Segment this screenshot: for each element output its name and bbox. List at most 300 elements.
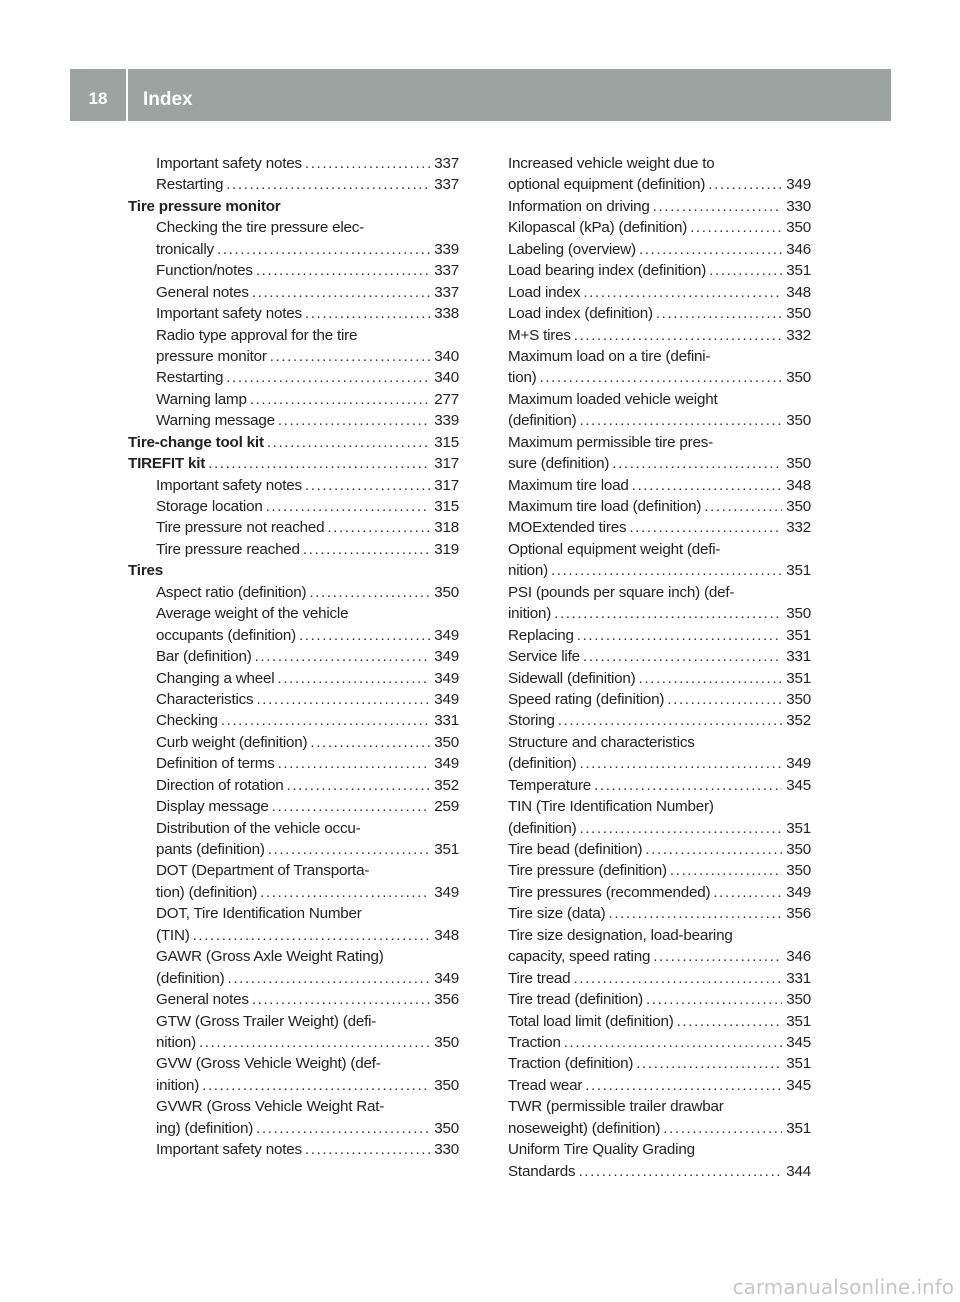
dot-leader [299, 625, 430, 646]
index-entry [508, 303, 811, 324]
index-entry-text: Radio type approval for the tire [156, 326, 358, 344]
index-entry [128, 646, 459, 667]
dot-leader [266, 496, 431, 517]
dot-leader [260, 882, 430, 903]
index-entry [508, 282, 811, 303]
watermark: carmanualsonline.info [732, 1275, 954, 1299]
index-entry [508, 1096, 811, 1117]
dot-leader [594, 775, 782, 796]
index-entry-text: Storing [508, 712, 555, 730]
index-entry [128, 560, 459, 581]
dot-leader [690, 217, 782, 238]
index-entry [508, 325, 811, 346]
index-entry-text: pants (definition) [156, 841, 265, 858]
dot-leader [585, 1075, 782, 1096]
index-entry-text: Load index (definition) [508, 305, 653, 323]
index-entry-text: (definition) [508, 819, 577, 837]
index-entry [508, 860, 811, 881]
dot-leader [287, 775, 431, 796]
index-entry-text: Tire tread (definition) [508, 991, 643, 1009]
index-entry-text: optional equipment (definition) [508, 176, 706, 194]
index-entry-page: 350 [434, 1119, 459, 1137]
index-entry-text: Tire-change tool kit [128, 433, 264, 451]
index-entry-text: Restarting [156, 176, 224, 194]
index-entry-text: Important safety notes [156, 476, 302, 494]
index-entry-page: 356 [434, 991, 459, 1009]
index-entry-page: 349 [786, 755, 811, 773]
index-entry-text: GTW (Gross Trailer Weight) (defi- [156, 1012, 377, 1030]
index-entry [128, 1139, 459, 1160]
index-entry-page: 350 [786, 991, 811, 1009]
dot-leader [303, 539, 430, 560]
index-entry-page: 350 [786, 455, 811, 473]
index-entry [508, 839, 811, 860]
index-entry-page: 349 [434, 883, 459, 901]
index-entry [508, 1032, 811, 1053]
index-entry-page: 317 [434, 455, 459, 473]
index-entry [128, 260, 459, 281]
index-entry [128, 303, 459, 324]
index-entry [128, 1011, 459, 1032]
index-entry [128, 989, 459, 1010]
index-entry [128, 432, 459, 453]
index-entry-page: 337 [434, 155, 459, 172]
index-entry [508, 174, 811, 195]
index-entry-page: 340 [434, 347, 459, 365]
index-entry-page: 350 [434, 1033, 459, 1051]
index-entry-text: Labeling (overview) [508, 240, 636, 258]
index-entry [128, 582, 459, 603]
index-entry-page: 337 [434, 176, 459, 194]
dot-leader [646, 989, 782, 1010]
index-entry [128, 710, 459, 731]
index-entry [508, 432, 811, 453]
dot-leader [667, 689, 782, 710]
index-entry-text: (definition) [508, 755, 577, 773]
index-entry-text: Standards [508, 1162, 576, 1180]
dot-leader [612, 453, 782, 474]
index-entry-text: General notes [156, 283, 249, 301]
index-entry [128, 517, 459, 538]
index-entry-page: 352 [786, 712, 811, 730]
index-entry-page: 332 [786, 326, 811, 344]
index-entry-page: 350 [786, 369, 811, 387]
index-entry-page: 339 [434, 412, 459, 430]
index-entry-text: DOT (Department of Transporta- [156, 862, 370, 880]
dot-leader [583, 282, 782, 303]
index-entry-page: 350 [786, 305, 811, 323]
index-entry-text: TIREFIT kit [128, 455, 206, 473]
dot-leader [202, 1075, 430, 1096]
index-entry-text: Tire pressure (definition) [508, 862, 667, 880]
dot-leader [609, 903, 783, 924]
index-entry [128, 389, 459, 410]
index-entry-page: 349 [434, 969, 459, 987]
index-entry [128, 453, 459, 474]
index-entry [128, 153, 459, 174]
index-entry [128, 925, 459, 946]
dot-leader [709, 260, 782, 281]
index-entry-text: (TIN) [156, 926, 190, 944]
dot-leader [255, 646, 431, 667]
index-entry [508, 539, 811, 560]
index-entry-page: 330 [786, 197, 811, 215]
index-entry-text: Characteristics [156, 690, 254, 708]
index-entry-text: Maximum loaded vehicle weight [508, 390, 718, 408]
index-entry [128, 539, 459, 560]
index-entry [508, 1053, 811, 1074]
index-entry-text: tion) [508, 369, 537, 387]
index-entry-page: 345 [786, 776, 811, 794]
index-entry-text: Replacing [508, 626, 574, 644]
page-header [70, 69, 891, 121]
index-entry-text: Service life [508, 648, 580, 666]
index-entry-text: nition) [156, 1033, 196, 1051]
index-entry-page: 356 [786, 905, 811, 923]
section-title: Index [143, 89, 193, 110]
index-entry [508, 646, 811, 667]
index-entry-text: DOT, Tire Identification Number [156, 905, 362, 923]
index-entry [128, 346, 459, 367]
index-entry-text: General notes [156, 991, 249, 1009]
index-entry [128, 882, 459, 903]
index-entry-page: 351 [786, 1119, 811, 1137]
index-entry [508, 603, 811, 624]
index-entry-text: Total load limit (definition) [508, 1012, 674, 1030]
index-entry-page: 350 [434, 1076, 459, 1094]
index-entry-page: 351 [786, 669, 811, 687]
index-entry [128, 1096, 459, 1117]
index-entry-text: Tread wear [508, 1076, 583, 1094]
index-entry-text: Changing a wheel [156, 669, 275, 687]
index-entry-text: Sidewall (definition) [508, 669, 636, 687]
index-entry [128, 282, 459, 303]
index-entry-text: (definition) [508, 412, 577, 430]
dot-leader [252, 282, 430, 303]
index-entry [508, 1139, 811, 1160]
dot-leader [554, 603, 782, 624]
index-entry-text: Tire size designation, load-bearing [508, 926, 733, 944]
dot-leader [256, 689, 430, 710]
index-entry [128, 217, 459, 238]
dot-leader [228, 968, 431, 989]
index-column-left [128, 153, 459, 1161]
index-entry-page: 319 [434, 540, 459, 558]
dot-leader [256, 1118, 430, 1139]
index-entry-text: Important safety notes [156, 305, 302, 323]
dot-leader [252, 989, 430, 1010]
index-entry [508, 1118, 811, 1139]
index-entry-text: GAWR (Gross Axle Weight Rating) [156, 948, 384, 966]
dot-leader [577, 625, 783, 646]
index-entry-page: 349 [434, 755, 459, 773]
index-entry [128, 775, 459, 796]
dot-leader [226, 174, 430, 195]
dot-leader [309, 582, 430, 603]
index-entry-text: Maximum permissible tire pres- [508, 433, 713, 451]
index-entry-page: 315 [434, 433, 459, 451]
dot-leader [327, 517, 430, 538]
index-entry [508, 1161, 811, 1182]
index-entry-page: 318 [434, 519, 459, 537]
index-entry-page: 337 [434, 262, 459, 280]
index-entry-text: Curb weight (definition) [156, 733, 308, 751]
dot-leader [305, 475, 430, 496]
index-entry-page: 351 [786, 1012, 811, 1030]
index-entry-text: Warning message [156, 412, 275, 430]
dot-leader [580, 753, 783, 774]
index-entry [128, 625, 459, 646]
index-entry-text: Direction of rotation [156, 776, 284, 794]
index-entry-text: Function/notes [156, 262, 253, 280]
index-entry-page: 348 [434, 926, 459, 944]
dot-leader [272, 796, 431, 817]
index-entry-page: 277 [434, 390, 459, 408]
index-entry [508, 153, 811, 174]
index-entry-page: 349 [434, 648, 459, 666]
index-entry [508, 517, 811, 538]
index-entry-page: 337 [434, 283, 459, 301]
index-entry-text: nition) [508, 562, 548, 580]
dot-leader [217, 239, 430, 260]
index-entry [508, 217, 811, 238]
index-entry-page: 350 [434, 583, 459, 601]
dot-leader [578, 1161, 782, 1182]
index-entry [508, 689, 811, 710]
index-entry-text: ing) (definition) [156, 1119, 254, 1137]
index-entry-page: 352 [434, 776, 459, 794]
dot-leader [564, 1032, 783, 1053]
index-entry [508, 668, 811, 689]
index-entry-text: noseweight) (definition) [508, 1119, 661, 1137]
index-entry-text: Average weight of the vehicle [156, 605, 349, 623]
index-entry [508, 625, 811, 646]
index-entry-text: Tire tread [508, 969, 571, 987]
index-entry-text: Important safety notes [156, 155, 302, 172]
dot-leader [639, 239, 782, 260]
index-entry [128, 796, 459, 817]
index-entry-page: 351 [786, 1055, 811, 1073]
dot-leader [305, 303, 430, 324]
index-entry-text: Bar (definition) [156, 648, 252, 666]
dot-leader [540, 367, 783, 388]
index-entry-text: Important safety notes [156, 1141, 302, 1159]
index-entry [128, 1075, 459, 1096]
index-entry-text: sure (definition) [508, 455, 610, 473]
index-entry [128, 860, 459, 881]
index-entry-text: Warning lamp [156, 390, 247, 408]
index-entry-text: capacity, speed rating [508, 948, 651, 966]
dot-leader [221, 710, 431, 731]
index-entry-text: Load index [508, 283, 581, 301]
index-entry-text: PSI (pounds per square inch) (def- [508, 583, 735, 601]
index-entry-page: 338 [434, 305, 459, 323]
index-entry [508, 903, 811, 924]
index-entry-page: 349 [786, 883, 811, 901]
index-entry [508, 1075, 811, 1096]
index-entry-text: TIN (Tire Identification Number) [508, 798, 714, 816]
index-entry-text: Display message [156, 798, 269, 816]
index-entry-text: tion) (definition) [156, 883, 258, 901]
dot-leader [199, 1032, 430, 1053]
index-entry [128, 603, 459, 624]
index-entry [508, 732, 811, 753]
dot-leader [713, 882, 782, 903]
index-entry-text: Checking [156, 712, 218, 730]
index-entry-page: 346 [786, 948, 811, 966]
dot-leader [551, 560, 782, 581]
index-entry [128, 325, 459, 346]
index-entry [508, 710, 811, 731]
index-entry-text: Kilopascal (kPa) (definition) [508, 219, 688, 237]
index-entry-page: 332 [786, 519, 811, 537]
index-entry [508, 367, 811, 388]
index-entry-text: pressure monitor [156, 347, 267, 365]
index-entry [128, 839, 459, 860]
dot-leader [267, 432, 430, 453]
index-entry-text: GVW (Gross Vehicle Weight) (def- [156, 1055, 381, 1073]
index-entry [508, 753, 811, 774]
index-entry-text: occupants (definition) [156, 626, 296, 644]
index-entry-page: 345 [786, 1076, 811, 1094]
dot-leader [663, 1118, 782, 1139]
index-entry-text: (definition) [156, 969, 225, 987]
dot-leader [305, 1139, 430, 1160]
dot-leader [277, 668, 430, 689]
index-entry-page: 348 [786, 283, 811, 301]
dot-leader [645, 839, 782, 860]
dot-leader [226, 367, 430, 388]
index-entry [508, 925, 811, 946]
index-entry-text: inition) [156, 1076, 200, 1094]
index-entry-text: MOExtended tires [508, 519, 627, 537]
index-entry-page: 259 [434, 798, 459, 816]
index-entry [508, 968, 811, 989]
index-entry [128, 753, 459, 774]
index-entry-page: 345 [786, 1033, 811, 1051]
index-entry-text: Tires [128, 562, 164, 580]
index-entry-text: Maximum tire load [508, 476, 629, 494]
dot-leader [639, 668, 783, 689]
index-entry-text: Temperature [508, 776, 592, 794]
index-entry-page: 346 [786, 240, 811, 258]
index-entry [128, 968, 459, 989]
dot-leader [704, 496, 782, 517]
index-entry-page: 317 [434, 476, 459, 494]
dot-leader [677, 1011, 783, 1032]
index-entry-text: Traction (definition) [508, 1055, 634, 1073]
index-entry [508, 560, 811, 581]
index-entry-page: 350 [786, 862, 811, 880]
index-entry-page: 349 [786, 176, 811, 194]
index-entry [508, 775, 811, 796]
index-entry [128, 410, 459, 431]
index-entry-text: Tire bead (definition) [508, 841, 643, 858]
index-entry [508, 239, 811, 260]
dot-leader [558, 710, 783, 731]
index-entry-page: 351 [786, 562, 811, 580]
dot-leader [278, 753, 431, 774]
index-entry-page: 339 [434, 240, 459, 258]
dot-leader [278, 410, 430, 431]
index-entry [508, 475, 811, 496]
index-entry-page: 351 [786, 819, 811, 837]
index-entry [508, 453, 811, 474]
index-entry-text: Tire pressure reached [156, 540, 300, 558]
index-entry [128, 1118, 459, 1139]
index-entry-text: Definition of terms [156, 755, 275, 773]
index-entry [508, 882, 811, 903]
index-entry-page: 350 [786, 412, 811, 430]
dot-leader [268, 839, 431, 860]
index-entry-page: 331 [434, 712, 459, 730]
index-entry-text: Tire pressure not reached [156, 519, 325, 537]
index-entry-page: 340 [434, 369, 459, 387]
index-entry-page: 349 [434, 690, 459, 708]
index-entry [128, 946, 459, 967]
index-entry [508, 1011, 811, 1032]
index-entry-page: 330 [434, 1141, 459, 1159]
index-entry-page: 349 [434, 626, 459, 644]
dot-leader [583, 646, 782, 667]
index-entry-text: Distribution of the vehicle occu- [156, 819, 361, 837]
index-entry [508, 818, 811, 839]
index-entry [128, 174, 459, 195]
index-entry [128, 903, 459, 924]
index-entry [508, 346, 811, 367]
dot-leader [310, 732, 430, 753]
dot-leader [653, 946, 782, 967]
index-entry-text: Checking the tire pressure elec- [156, 219, 365, 237]
dot-leader [580, 410, 783, 431]
index-entry-page: 348 [786, 476, 811, 494]
index-entry-text: Increased vehicle weight due to [508, 155, 715, 172]
index-entry-page: 331 [786, 648, 811, 666]
index-entry-text: Speed rating (definition) [508, 690, 665, 708]
index-entry-text: Structure and characteristics [508, 733, 695, 751]
index-entry-page: 350 [434, 733, 459, 751]
index-entry-text: Restarting [156, 369, 224, 387]
index-entry-text: Tire pressures (recommended) [508, 883, 711, 901]
index-entry [128, 818, 459, 839]
index-entry-page: 351 [786, 626, 811, 644]
index-entry-text: Traction [508, 1033, 561, 1051]
index-entry-page: 350 [786, 219, 811, 237]
index-entry [508, 196, 811, 217]
index-entry [128, 367, 459, 388]
index-entry-page: 351 [786, 262, 811, 280]
index-entry-page: 351 [434, 841, 459, 858]
dot-leader [580, 818, 783, 839]
dot-leader [632, 475, 783, 496]
index-entry-text: Load bearing index (definition) [508, 262, 707, 280]
index-entry-text: Optional equipment weight (defi- [508, 540, 721, 558]
dot-leader [256, 260, 430, 281]
index-entry [128, 239, 459, 260]
index-entry-text: inition) [508, 605, 552, 623]
index-entry-text: Aspect ratio (definition) [156, 583, 307, 601]
index-entry [508, 389, 811, 410]
page-number: 18 [88, 89, 108, 108]
index-entry-text: Storage location [156, 498, 263, 515]
dot-leader [708, 174, 782, 195]
index-entry-text: Tire pressure monitor [128, 197, 281, 215]
dot-leader [208, 453, 430, 474]
index-entry-text: Uniform Tire Quality Grading [508, 1141, 695, 1159]
index-entry-page: 350 [786, 498, 811, 515]
index-entry [128, 196, 459, 217]
index-entry [508, 946, 811, 967]
